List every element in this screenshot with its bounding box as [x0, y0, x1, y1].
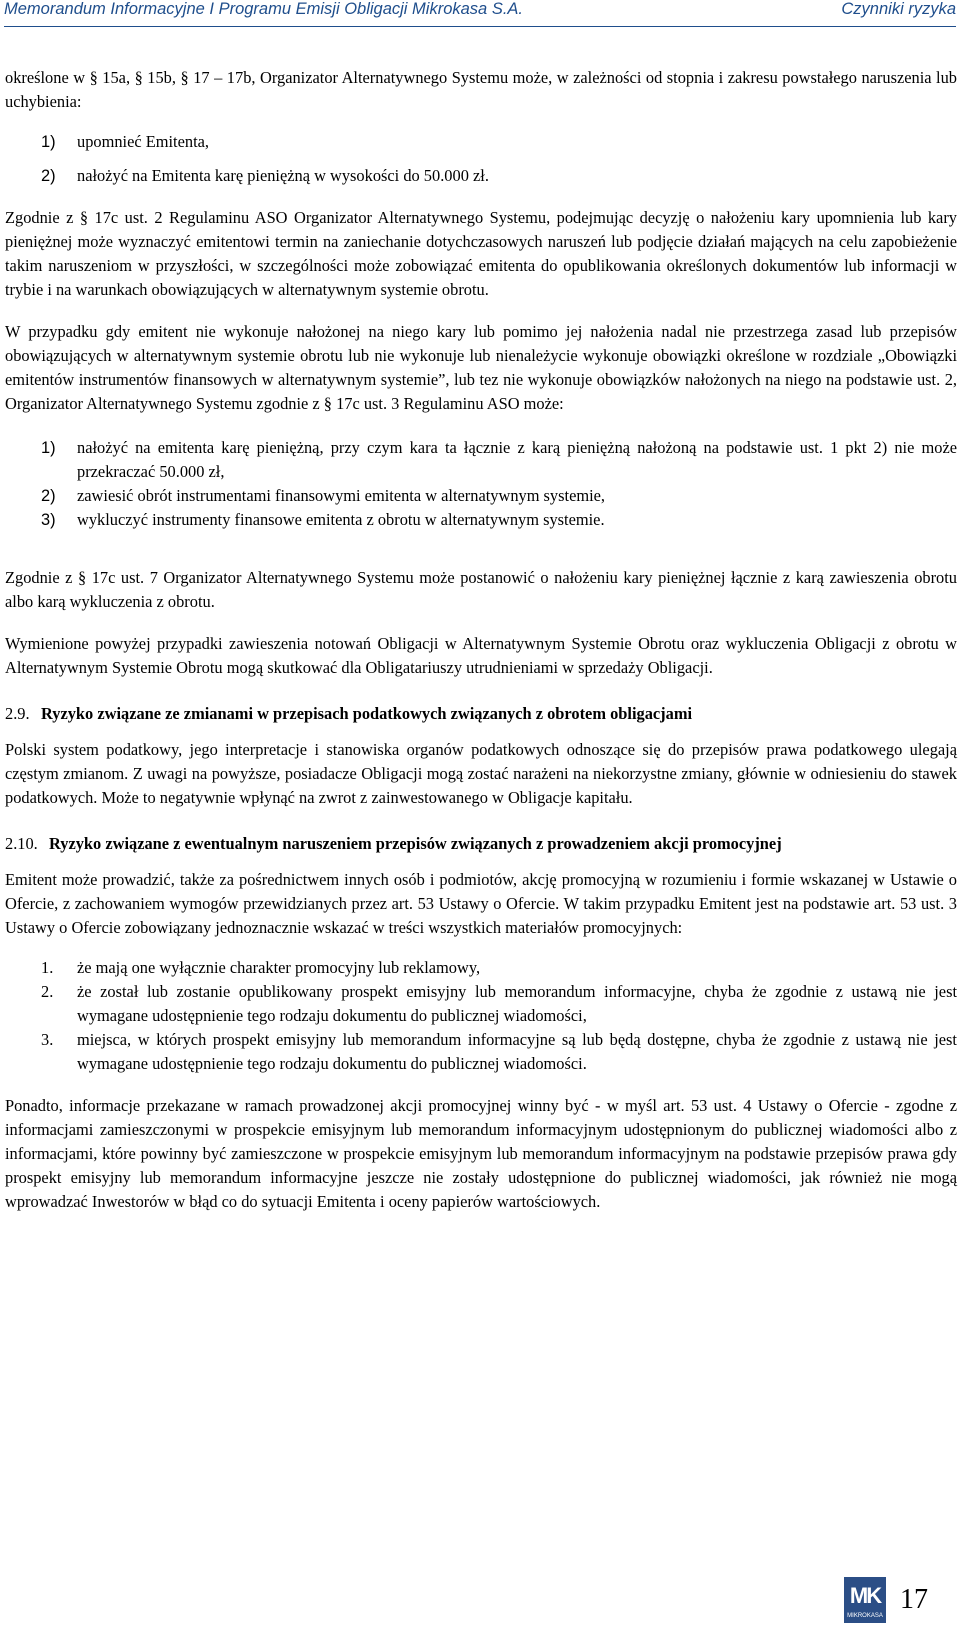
header-divider [4, 26, 956, 27]
promo-requirements-list [5, 956, 957, 1076]
paragraph-8: Ponadto, informacje przekazane w ramach prowadzonej akcji promocyjnej winny być - w myśl art. 53 ust. 4 Ustawy o Ofercie - zgodne z informacjami zamieszczonymi w prospekcie emisyjnym lub memorandum informacyjnym udostępnionym do publicznej wiadomości albo z informacjami, które powinny być zamieszczone w prospekcie emisyjnym lub memorandum informacyjnym na podstawie przepisów prawa gdy prospekt emisyjny lub memorandum informacyjne jeszcze nie zostały udostępnione do publicznej wiadomości, jak również nie mogą wprowadzać Inwestorów w błąd co do sytuacji Emitenta i oceny papierów wartościowych. [5, 1096, 957, 1211]
penalty-list-2 [5, 436, 957, 532]
penalty-list-1 [5, 130, 957, 188]
paragraph-7: Emitent może prowadzić, także za pośrednictwem innych osób i podmiotów, akcję promocyjną w rozumieniu i formie wskazanej w Ustawie o Ofercie, z zachowaniem wymogów przewidzianych przez art. 53 Ustawy o Ofercie. W takim przypadku Emitent jest na podstawie art. 53 ust. 3 Ustawy o Ofercie zobowiązany jednoznacznie wskazać w treści wszystkich materiałów promocyjnych: [5, 870, 957, 937]
paragraph-4: Zgodnie z § 17c ust. 7 Organizator Alternatywnego Systemu może postanowić o nałożeniu kary pieniężnej łącznie z karą zawieszenia obrotu albo karą wykluczenia z obrotu. [5, 568, 957, 611]
page-header [4, 0, 956, 22]
paragraph-5: Wymienione powyżej przypadki zawieszenia notowań Obligacji w Alternatywnym Systemie Obrotu oraz wykluczenia Obligacji z obrotu w Alternatywnym Systemie Obrotu mogą skutkować dla Obligatariuszy utrudnieniami w sprzedaży Obligacji. [5, 634, 957, 677]
paragraph-3: W przypadku gdy emitent nie wykonuje nałożonej na niego kary lub pomimo jej nałożenia nadal nie przestrzega zasad lub przepisów obowiązujących w alternatywnym systemie obrotu lub nie wykonuje lub nienależycie wykonuje obowiązki określone w rozdziale „Obowiązki emitentów instrumentów finansowych w alternatywnym systemie”, lub tez nie wykonuje obowiązków nałożonych na niego na podstawie ust. 2, Organizator Alternatywnego Systemu zgodnie z § 17c ust. 3 Regulaminu ASO może: [5, 322, 957, 413]
list-item: 1) upomnieć Emitenta, [41, 132, 209, 151]
list-item: 1. że mają one wyłącznie charakter promocyjny lub reklamowy, [41, 958, 481, 977]
mikrokasa-logo: MK MIKROKASA [844, 1577, 886, 1623]
section-title: Czynniki ryzyka [841, 0, 956, 18]
list-item: 3) wykluczyć instrumenty finansowe emitenta z obrotu w alternatywnym systemie. [41, 510, 605, 529]
paragraph-6: Polski system podatkowy, jego interpretacje i stanowiska organów podatkowych odnoszące się do przepisów prawa podatkowego ulegają częstym zmianom. Z uwagi na powyższe, posiadacze Obligacji mogą zostać narażeni na niekorzystne zmiany, głównie w odniesieniu do stawek podatkowych. Może to negatywnie wpłynąć na zwrot z zainwestowanego w Obligacje kapitału. [5, 740, 957, 807]
paragraph-1: określone w § 15a, § 15b, § 17 – 17b, Organizator Alternatywnego Systemu może, w zależności od stopnia i zakresu powstałego naruszenia lub uchybienia: [5, 68, 957, 111]
document-body [5, 66, 957, 1214]
paragraph-2: Zgodnie z § 17c ust. 2 Regulaminu ASO Organizator Alternatywnego Systemu, podejmując decyzję o nałożeniu kary upomnienia lub kary pieniężnej może wyznaczyć emitentowi termin na zaniechanie dotychczasowych naruszeń lub podjęcie działań mających na celu zapobieżenie takim naruszeniom w przyszłości, w szczególności może zobowiązać emitenta do opublikowania określonych dokumentów lub informacji w trybie i na warunkach obowiązujących w alternatywnym systemie obrotu. [5, 208, 957, 299]
list-item: 2. że został lub zostanie opublikowany prospekt emisyjny lub memorandum informacyjne, chyba że zgodnie z ustawą nie jest wymagane udostępnienie tego rodzaju dokumentu do publicznej wiadomości, [41, 982, 957, 1025]
list-item: 2) zawiesić obrót instrumentami finansowymi emitenta w alternatywnym systemie, [41, 486, 606, 505]
list-item: 1) nałożyć na emitenta karę pieniężną, przy czym kara ta łącznie z karą pieniężną nałożoną na podstawie ust. 1 pkt 2) nie może przekraczać 50.000 zł, [41, 438, 957, 481]
document-title: Memorandum Informacyjne I Programu Emisji Obligacji Mikrokasa S.A. [4, 0, 524, 18]
section-heading-2-10: 2.10. Ryzyko związane z ewentualnym naruszeniem przepisów związanych z prowadzeniem akcji promocyjnej [5, 834, 782, 853]
page-number: 17 [900, 1584, 928, 1615]
list-item: 2) nałożyć na Emitenta karę pieniężną w wysokości do 50.000 zł. [41, 166, 489, 185]
list-item: 3. miejsca, w których prospekt emisyjny lub memorandum informacyjne są lub będą dostępne, chyba że zgodnie z ustawą nie jest wymagane udostępnienie tego rodzaju dokumentu do publicznej wiadomości. [41, 1030, 957, 1073]
section-heading-2-9: 2.9. Ryzyko związane ze zmianami w przepisach podatkowych związanych z obrotem obligacjami [5, 704, 693, 723]
page-footer [844, 1577, 928, 1623]
